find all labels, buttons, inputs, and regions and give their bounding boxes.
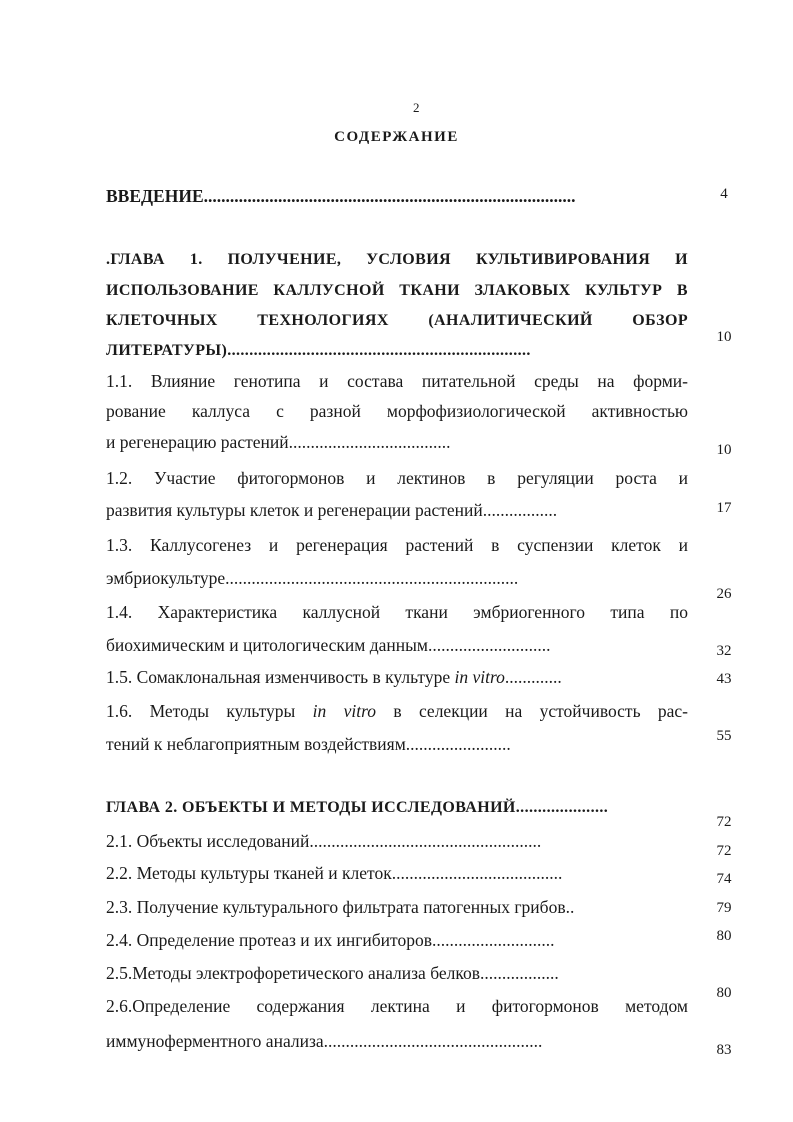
toc-entry-1-4: биохимическим и цитологическим данным............................ bbox=[106, 635, 551, 655]
toc-page-number: 83 bbox=[716, 1042, 732, 1058]
toc-page-number: 80 bbox=[716, 928, 732, 944]
chapter-2-heading: ГЛАВА 2. ОБЪЕКТЫ И МЕТОДЫ ИССЛЕДОВАНИЙ..................... bbox=[106, 799, 609, 816]
toc-page-number: 72 bbox=[716, 814, 732, 830]
toc-entry-2-6: иммуноферментного анализа.................................................. bbox=[106, 1031, 543, 1051]
toc-page-number: 72 bbox=[716, 843, 732, 859]
toc-entry-2-2: 2.2. Методы культуры тканей и клеток....................................... bbox=[106, 863, 563, 883]
toc-entry-1-3: 1.3. Каллусогенез и регенерация растений в суспензии клеток и bbox=[106, 535, 688, 555]
chapter-1-heading-line: КЛЕТОЧНЫХ ТЕХНОЛОГИЯХ (АНАЛИТИЧЕСКИЙ ОБЗОР bbox=[106, 312, 688, 329]
toc-entry-2-3: 2.3. Получение культурального фильтрата патогенных грибов.. bbox=[106, 897, 575, 917]
toc-entry-1-6 bbox=[106, 700, 688, 722]
toc-entry-2-6: 2.6.Определение содержания лектина и фитогормонов методом bbox=[106, 996, 688, 1016]
entry-italic-term: in vitro bbox=[312, 701, 377, 721]
entry-leader-dots: ............. bbox=[504, 667, 562, 687]
toc-page-number: 74 bbox=[716, 871, 732, 887]
toc-page-number: 80 bbox=[716, 985, 732, 1001]
toc-entry-1-1: 1.1. Влияние генотипа и состава питательной среды на форми- bbox=[106, 371, 688, 391]
toc-entry-introduction: ВВЕДЕНИЕ..................................................................................... bbox=[106, 186, 576, 206]
toc-entry-1-1: и регенерацию растений..................................... bbox=[106, 432, 451, 452]
entry-text: в селекции на устойчивость рас- bbox=[376, 701, 688, 721]
toc-entry-1-1: рование каллуса с разной морфофизиологической активностью bbox=[106, 401, 688, 421]
chapter-1-heading-line: ЛИТЕРАТУРЫ)..................................................................... bbox=[106, 342, 531, 359]
toc-page-number: 10 bbox=[716, 442, 732, 458]
toc-entry-2-5: 2.5.Методы электрофоретического анализа белков.................. bbox=[106, 963, 559, 983]
entry-italic-term: in vitro bbox=[454, 667, 505, 687]
chapter-1-heading-line: ИСПОЛЬЗОВАНИЕ КАЛЛУСНОЙ ТКАНИ ЗЛАКОВЫХ КУЛЬТУР В bbox=[106, 282, 688, 299]
page-number: 2 bbox=[413, 100, 420, 115]
toc-entry-2-4: 2.4. Определение протеаз и их ингибиторов............................ bbox=[106, 930, 555, 950]
entry-text: 1.5. Сомаклональная изменчивость в культуре bbox=[106, 667, 455, 687]
toc-entry-1-6: тений к неблагоприятным воздействиям........................ bbox=[106, 734, 511, 754]
toc-page-number: 32 bbox=[716, 643, 732, 659]
chapter-1-heading-line: .ГЛАВА 1. ПОЛУЧЕНИЕ, УСЛОВИЯ КУЛЬТИВИРОВАНИЯ И bbox=[106, 251, 688, 268]
toc-page-number: 55 bbox=[716, 728, 732, 744]
toc-page-number: 26 bbox=[716, 586, 732, 602]
toc-page-number: 17 bbox=[716, 500, 732, 516]
toc-page-number: 10 bbox=[716, 329, 732, 345]
entry-text: 1.6. Методы культуры bbox=[106, 701, 313, 721]
toc-entry-1-2: развития культуры клеток и регенерации растений................. bbox=[106, 500, 558, 520]
toc-page-number: 4 bbox=[720, 186, 728, 202]
toc-entry-1-4: 1.4. Характеристика каллусной ткани эмбриогенного типа по bbox=[106, 602, 688, 622]
toc-entry-2-1: 2.1. Объекты исследований..................................................... bbox=[106, 831, 542, 851]
toc-page-number: 43 bbox=[716, 671, 732, 687]
toc-title: СОДЕРЖАНИЕ bbox=[334, 129, 459, 145]
toc-page-number: 79 bbox=[716, 900, 732, 916]
toc-entry-1-5 bbox=[106, 666, 688, 688]
toc-entry-1-2: 1.2. Участие фитогормонов и лектинов в регуляции роста и bbox=[106, 468, 688, 488]
toc-entry-1-3: эмбриокультуре................................................................... bbox=[106, 568, 519, 588]
